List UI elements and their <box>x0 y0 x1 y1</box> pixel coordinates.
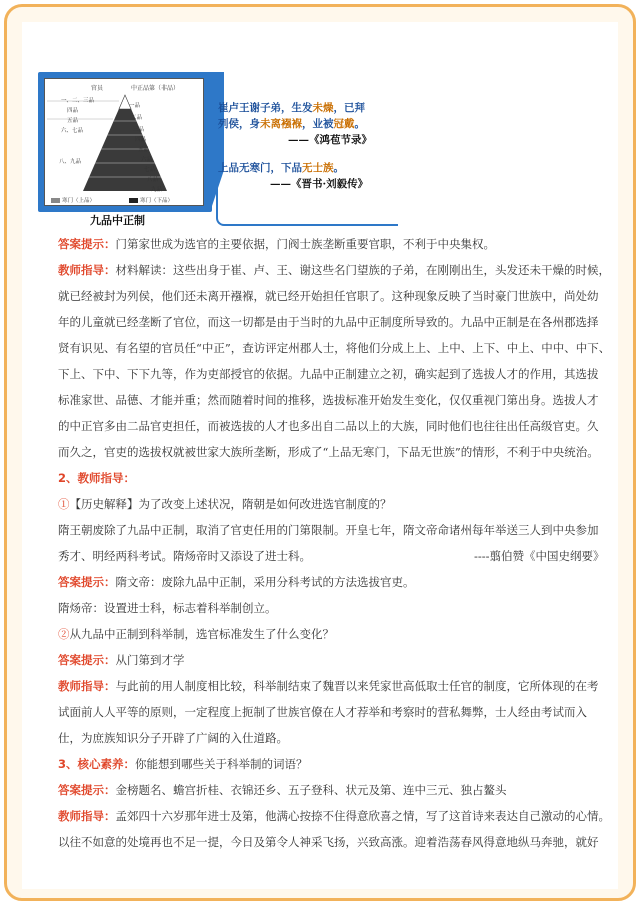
section-2-heading: 2、教师指导： <box>58 471 136 485</box>
figure-nine-rank-system <box>38 62 418 232</box>
teacher-guide-2-line: 仕，为庶族知识分子开辟了广阔的入仕道路。 <box>58 731 288 745</box>
teacher-guide-1-line: 而久之，官吏的选拔权就被世家大族所垄断，形成了“上品无寒门，下品无世族”的情形，不利于中央统治。 <box>58 445 599 459</box>
pyramid-header-right: 中正品第（非品） <box>131 85 180 92</box>
pyramid-label: 五品 <box>67 118 79 124</box>
teacher-guide-1-line: 的中正官多由二品官吏担任，而被选拔的人才也多出自二品以上的大族，同时他们也往往出任高级官吏。久 <box>58 419 599 433</box>
pyramid-level: 五品 <box>138 147 150 153</box>
section-3-heading: 3、核心素养：你能想到哪些关于科举制的词语？ <box>58 757 308 771</box>
question-1: ①【历史解释】为了改变上述状况，隋朝是如何改进选官制度的？ <box>58 497 392 511</box>
quote1-source: ——《鸿苞节录》 <box>288 134 372 146</box>
pyramid-level: 四品 <box>135 137 147 143</box>
answer-hint-2: 答案提示：隋文帝：废除九品中正制，采用分科考试的方法选拔官吏。 <box>58 575 415 589</box>
quote2-source: ——《晋书·刘毅传》 <box>270 178 369 190</box>
pyramid-level: 七品 <box>144 167 156 173</box>
pyramid-level: 一品 <box>129 103 141 109</box>
pyramid-label: 六、七品 <box>61 128 84 134</box>
teacher-guide-1-line: 标准家世、品德、才能并重；然而随着时间的推移，选拔标准开始发生变化，仅仅重视门第出身。选拔人才 <box>58 393 599 407</box>
pyramid-level: 八品 <box>147 177 159 183</box>
teacher-guide-2-line: 试面前人人平等的原则，一定程度上扼制了世族官僚在人才荐举和考察时的营私舞弊，士人经由考试而入 <box>58 705 587 719</box>
teacher-guide-1-line: 教师指导：材料解读：这些出身于崔、卢、王、谢这些名门望族的子弟，在刚刚出生，头发还未干燥的时候， <box>58 263 610 277</box>
teacher-guide-3-line: 教师指导：孟郊四十六岁那年进士及第，他满心按捺不住得意欣喜之情，写了这首诗来表达自己激动的心情。 <box>58 809 610 823</box>
question-1-material: 隋王朝废除了九品中正制，取消了官吏任用的门第限制。开皇七年，隋文帝命诸州每年举送三人到中央参加 <box>58 523 599 537</box>
answer-hint-3: 答案提示：从门第到才学 <box>58 653 185 667</box>
legend-lower: 寒门（下品） <box>129 196 173 204</box>
pyramid-label: 一、二、三品 <box>61 98 95 104</box>
pyramid-label: 四品 <box>67 108 79 114</box>
figure-caption: 九品中正制 <box>90 214 145 227</box>
teacher-guide-3-line: 以往不如意的处境再也不足一提，今日及第令人神采飞扬，兴致高涨。迎着浩荡春风得意地纵马奔驰，就好 <box>58 835 599 849</box>
teacher-guide-1-line: 年的儿童就已经垄断了官位，而这一切都是由于当时的九品中正制度所导致的。九品中正制是在各州郡选择 <box>58 315 599 329</box>
question-2: ②从九品中正制到科举制，选官标准发生了什么变化？ <box>58 627 334 641</box>
pyramid-diagram <box>44 78 204 206</box>
answer-hint-1: 答案提示：门第家世成为选官的主要依据，门阀士族垄断重要官职，不利于中央集权。 <box>58 237 495 251</box>
pyramid-header-left: 官员 <box>91 85 104 92</box>
teacher-guide-1-line: 下上、下中、下下九等，作为吏部授官的依据。九品中正制建立之初，确实起到了选拔人才的作用，其选拔 <box>58 367 599 381</box>
pyramid-level: 二品 <box>131 115 143 121</box>
quote2: 上品无寒门，下品无士族。 <box>218 162 344 174</box>
material-source: ----翦伯赞《中国史纲要》 <box>474 549 605 563</box>
quote1-line1: 崔卢王谢子弟，生发未燥，已拜 <box>218 102 365 114</box>
teacher-guide-1-line: 贤有识见、有名望的官员任“中正”，查访评定州郡人士，将他们分成上上、上中、上下、中上、中中、中下、 <box>58 341 611 355</box>
teacher-guide-1-line: 就已经被封为列侯，他们还未离开襁褓，就已经开始担任官职了。这种现象反映了当时豪门世族中，尚处幼 <box>58 289 599 303</box>
quote1-line2: 列侯，身未离襁褓，业被冠戴。 <box>218 118 365 130</box>
answer-hint-2-line2: 隋炀帝：设置进士科，标志着科举制创立。 <box>58 601 277 615</box>
pyramid-label: 八、九品 <box>59 159 82 165</box>
pyramid-level: 三品 <box>133 127 145 133</box>
answer-hint-4: 答案提示：金榜题名、蟾宫折桂、衣锦还乡、五子登科、状元及第、连中三元、独占鳌头 <box>58 783 507 797</box>
legend-upper: 寒门（上品） <box>51 196 95 204</box>
pyramid-level: 九品 <box>151 187 163 193</box>
pyramid-level: 六品 <box>141 157 153 163</box>
question-1-material: 秀才、明经两科考试。隋炀帝时又添设了进士科。 ----翦伯赞《中国史纲要》 <box>58 549 605 563</box>
teacher-guide-2-line: 教师指导：与此前的用人制度相比较，科举制结束了魏晋以来凭家世高低取士任官的制度，它所体现的在考 <box>58 679 599 693</box>
